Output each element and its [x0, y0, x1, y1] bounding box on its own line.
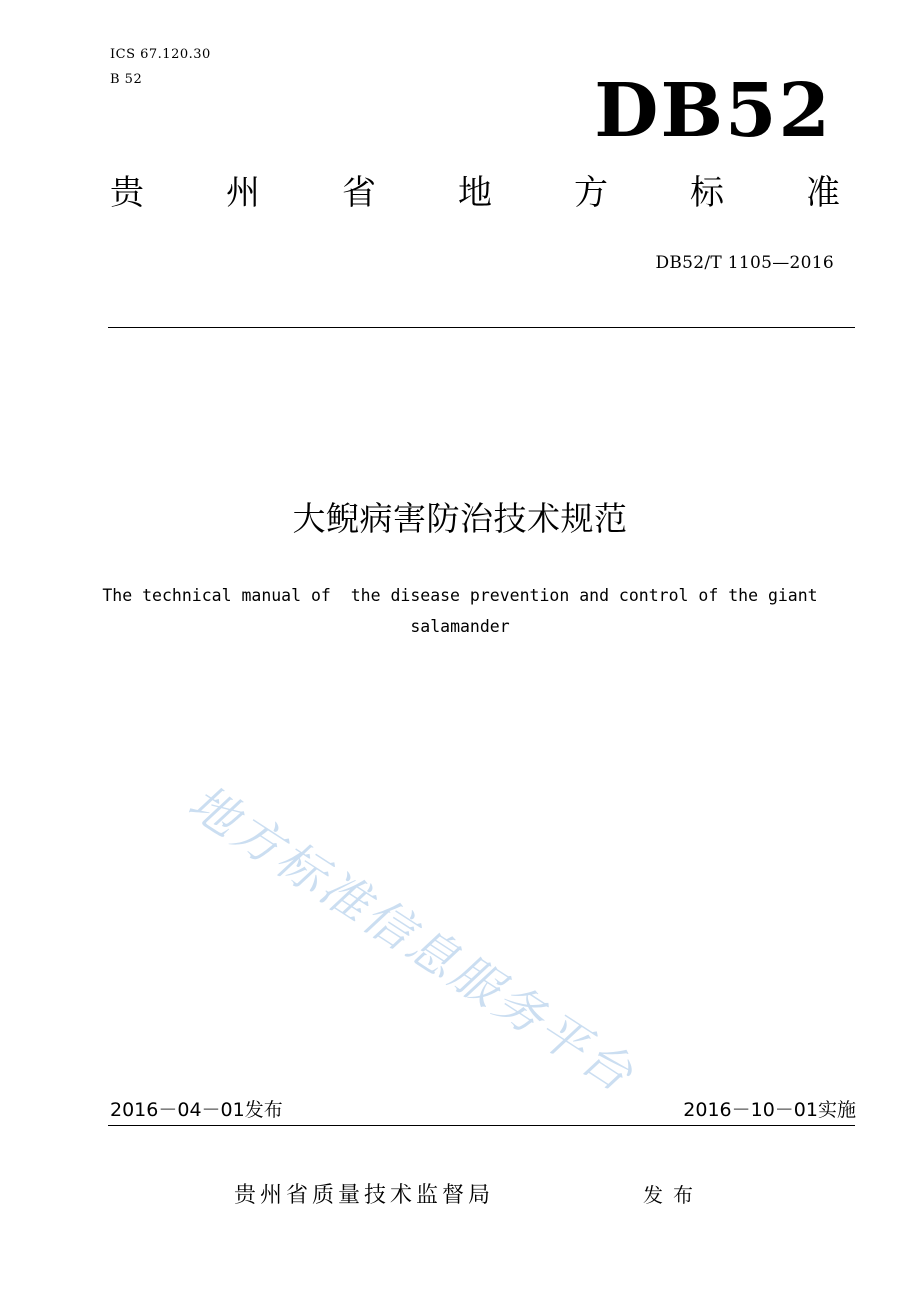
watermark: 地方标准信息服务平台	[178, 774, 646, 1105]
category-char: 省	[342, 173, 376, 213]
category-char: 地	[458, 173, 492, 213]
standard-category	[110, 173, 840, 213]
category-char: 州	[226, 173, 260, 213]
category-char: 贵	[110, 173, 144, 213]
category-char: 方	[574, 173, 608, 213]
issue-date: 2016－04－01发布	[110, 1099, 283, 1121]
document-title-english	[70, 580, 850, 642]
english-title-line: salamander	[410, 617, 510, 636]
category-char: 标	[690, 173, 724, 213]
bottom-divider	[108, 1125, 855, 1126]
standard-number: DB52/T 1105—2016	[655, 253, 834, 273]
top-divider	[108, 327, 855, 328]
english-title-line: The technical manual of the disease prevention and control of the giant	[102, 586, 818, 605]
standard-code-mark: DB52	[594, 68, 832, 154]
issuing-authority: 贵州省质量技术监督局	[234, 1183, 495, 1208]
category-char: 准	[806, 173, 840, 213]
ccs-code: B 52	[110, 72, 143, 87]
implementation-date: 2016－10－01实施	[683, 1099, 856, 1121]
ics-code: ICS 67.120.30	[110, 47, 211, 62]
document-title-chinese: 大鲵病害防治技术规范	[292, 499, 628, 538]
issued-label: 发布	[643, 1183, 703, 1207]
